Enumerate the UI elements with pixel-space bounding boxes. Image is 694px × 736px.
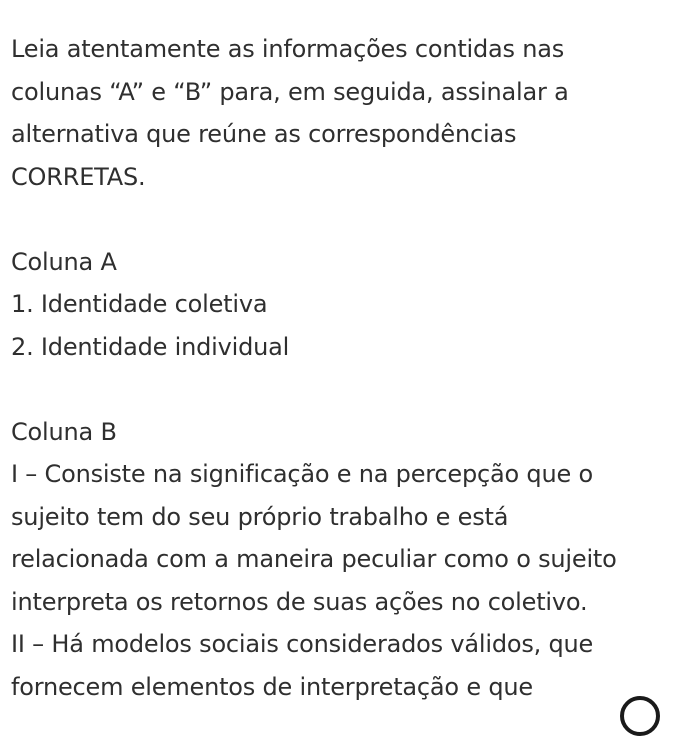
intro-line: alternativa que reúne as correspondências	[11, 120, 517, 148]
column-a-item: 1. Identidade coletiva	[11, 290, 268, 318]
column-a-heading: Coluna A	[11, 247, 117, 276]
column-b-line: sujeito tem do seu próprio trabalho e está	[11, 502, 509, 531]
column-b-line: relacionada com a maneira peculiar como o sujeito	[11, 545, 617, 573]
intro-line: Leia atentamente as informações contidas nas	[11, 35, 565, 63]
paragraph-gap	[11, 368, 683, 411]
column-b-line: II – Há modelos sociais considerados válidos, que	[11, 630, 594, 658]
question-text	[11, 28, 683, 708]
column-b-line: I – Consiste na significação e na percepção que o	[11, 460, 593, 488]
column-a-item: 2. Identidade individual	[11, 332, 290, 361]
intro-line: colunas “A” e “B” para, em seguida, assinalar a	[11, 77, 569, 106]
column-b-line: fornecem elementos de interpretação e que	[11, 672, 533, 701]
paragraph-gap	[11, 198, 683, 241]
intro-line: CORRETAS.	[11, 162, 146, 191]
partial-circle-icon	[620, 696, 660, 736]
column-b-heading: Coluna B	[11, 417, 117, 446]
column-b-line: interpreta os retornos de suas ações no coletivo.	[11, 587, 588, 616]
